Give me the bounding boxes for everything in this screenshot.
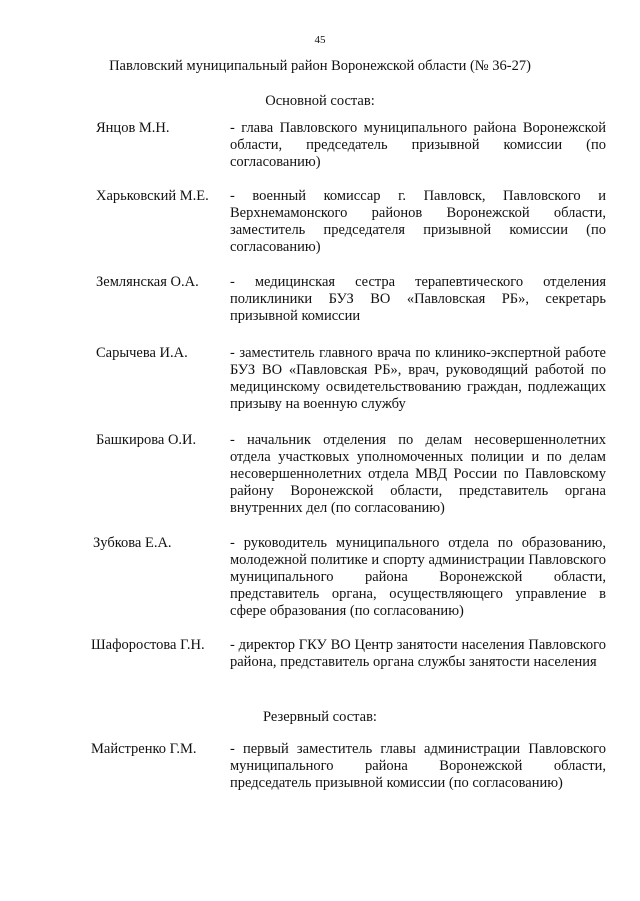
- reserve-composition-heading: Резервный состав:: [263, 709, 377, 725]
- member-name: Харьковский М.Е.: [96, 188, 209, 204]
- member-name: Землянская О.А.: [96, 274, 199, 290]
- document-title: Павловский муниципальный район Воронежской области (№ 36-27): [109, 58, 531, 74]
- member-name: Янцов М.Н.: [96, 120, 170, 136]
- member-description: - глава Павловского муниципального района Воронежской области, председатель призывной комиссии (по согласованию): [230, 120, 606, 170]
- member-description: - руководитель муниципального отдела по образованию, молодежной политике и спорту администрации Павловского муниципального района Воронежской области, представитель органа, осуществляющего управление в сфере образования (по согласованию): [230, 535, 606, 619]
- main-composition-heading: Основной состав:: [265, 93, 375, 109]
- member-name: Зубкова Е.А.: [93, 535, 172, 551]
- member-description: - директор ГКУ ВО Центр занятости населения Павловского района, представитель органа службы занятости населения: [230, 637, 606, 670]
- member-description: - первый заместитель главы администрации Павловского муниципального района Воронежской области, председатель призывной комиссии (по согласованию): [230, 741, 606, 791]
- member-description: - военный комиссар г. Павловск, Павловского и Верхнемамонского районов Воронежской области, заместитель председателя призывной комиссии (по согласованию): [230, 188, 606, 255]
- member-name: Шафоростова Г.Н.: [91, 637, 205, 653]
- member-description: - заместитель главного врача по клинико-экспертной работе БУЗ ВО «Павловская РБ», врач, руководящий работой по медицинскому освидетельствованию граждан, подлежащих призыву на военную службу: [230, 345, 606, 412]
- page-number: 45: [314, 34, 326, 46]
- member-description: - начальник отделения по делам несовершеннолетних отдела участковых уполномоченных полиции и по делам несовершеннолетних отдела МВД России по Павловскому району Воронежской области, представитель органа внутренних дел (по согласованию): [230, 432, 606, 516]
- member-name: Сарычева И.А.: [96, 345, 188, 361]
- member-name: Майстренко Г.М.: [91, 741, 197, 757]
- member-description: - медицинская сестра терапевтического отделения поликлиники БУЗ ВО «Павловская РБ», секретарь призывной комиссии: [230, 274, 606, 324]
- member-name: Башкирова О.И.: [96, 432, 197, 448]
